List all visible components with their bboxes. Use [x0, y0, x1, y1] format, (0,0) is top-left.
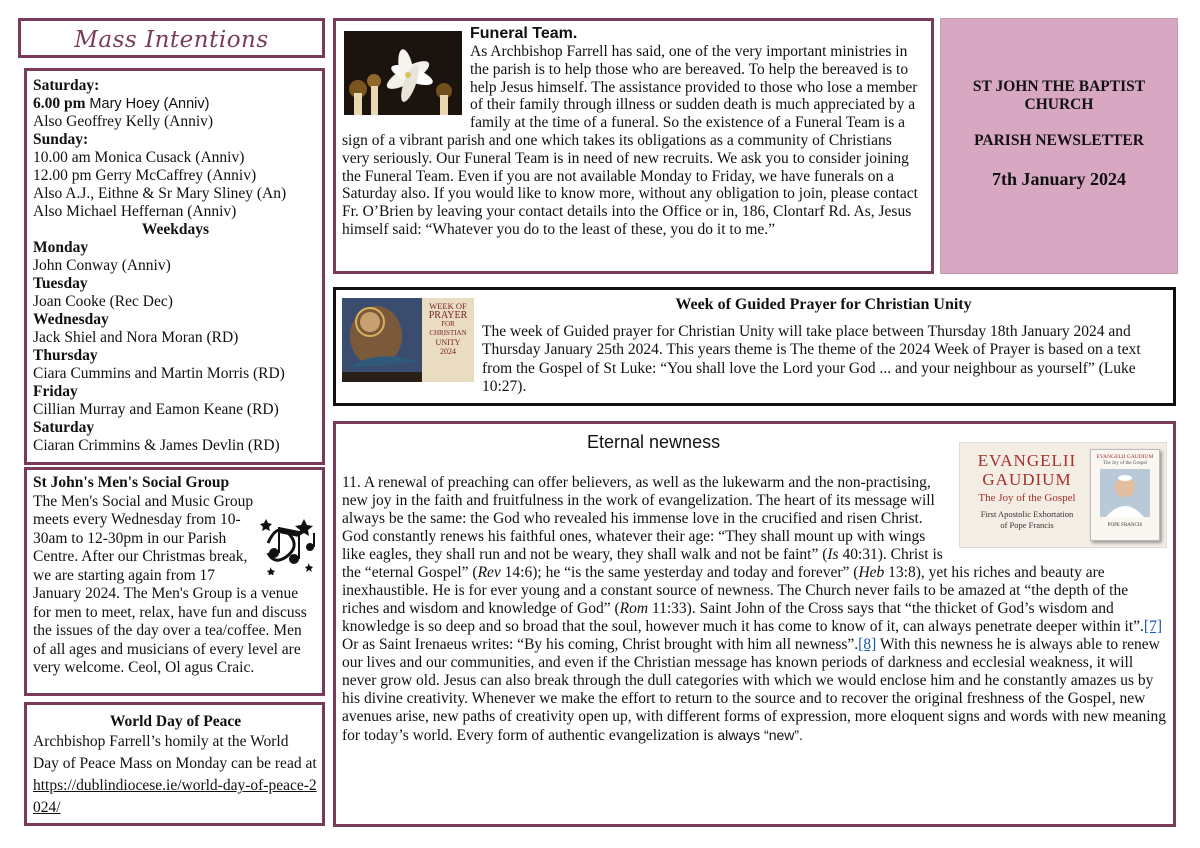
peace-text: Archbishop Farrell’s homily at the World Day of Peace Mass on Monday can be read at: [33, 733, 317, 772]
peace-link[interactable]: https://dublindiocese.ie/world-day-of-peace-2024/: [33, 777, 317, 816]
weekday-label: Tuesday: [33, 275, 88, 292]
sunday-line: 10.00 am Monica Cusack (Anniv): [33, 149, 245, 166]
sunday-line: Also Michael Heffernan (Anniv): [33, 203, 237, 220]
music-notes-icon: [260, 513, 318, 575]
scripture-ref: Is: [827, 546, 839, 563]
weekday-names: Jack Shiel and Nora Moran (RD): [33, 329, 239, 346]
funeral-section: [333, 18, 934, 274]
saturday-name: Mary Hoey (Anniv): [89, 96, 210, 112]
prayer-image-text: UNITY: [435, 338, 461, 347]
scripture-ref: Rom: [619, 600, 649, 617]
book-subtitle: The Joy of the Gospel: [978, 492, 1076, 504]
pope-portrait: [1100, 469, 1150, 517]
newsletter-label: PARISH NEWSLETTER: [974, 132, 1144, 149]
weekday-label: Friday: [33, 383, 78, 400]
scripture-ref: Rev: [477, 564, 501, 581]
weekday-names: Cillian Murray and Eamon Keane (RD): [33, 401, 279, 418]
book-desc: First Apostolic Exhortation: [980, 509, 1074, 519]
body-text: Or as Saint Irenaeus writes: “By his coming, Christ brought with him all newness”.: [342, 636, 859, 653]
footnote-link[interactable]: [8]: [858, 636, 877, 653]
body-text: 14:6); he “is the same yesterday and today and forever” (: [500, 564, 859, 581]
body-text: 11. A renewal of preaching can offer believers, as well as the lukewarm and the non-practising, new joy in the faith and fruitfulness in the work of evangelization. The heart of its message will always be the same: the God who revealed his immense love in the crucified and risen Christ. God constantly renews his faithful ones, whatever their age: “They shall mount up with wings like eagles, they shall run and not be weary, they shall walk and not be faint” (: [342, 474, 935, 563]
saturday-also: Also Geoffrey Kelly (Anniv): [33, 113, 214, 130]
sunday-label: Sunday:: [33, 131, 89, 148]
scripture-ref: Heb: [858, 564, 885, 581]
body-text: always “new”.: [717, 727, 803, 743]
mens-group-body: The Men's Social and Music Group meets every Wednesday from 10-30am to 12-30pm in our Parish Centre. After our Christmas break, we are starting again from 17 January 2024. The Men's Group is a venue for men to meet, relax, have fun and discuss the issues of the day over a tea/coffee. Men of all ages and musicians of every level are very welcome. Ceol, Ol agus Craic.: [33, 492, 307, 676]
weekday-names: Ciara Cummins and Martin Morris (RD): [33, 365, 285, 382]
body-text: 11:33). Saint John of the Cross says that “the thicket of God’s wisdom and knowledge is so deep and so broad that the soul, however much it has come to know of it, can always penetrate deeper within it”.: [342, 600, 1144, 635]
saturday-time: 6.00 pm: [33, 95, 86, 112]
book-title: EVANGELII: [977, 451, 1077, 470]
newsletter-date: 7th January 2024: [991, 169, 1126, 189]
body-text: 13:8), yet his riches and beauty are inexhaustible. He is for ever young and a constant source of newness. The Church never fails to be amazed at “the depth of the riches and wisdom and knowledge of God” (: [342, 564, 1129, 617]
cover-author: POPE FRANCIS: [1107, 523, 1143, 528]
mass-intentions-title: Mass Intentions: [74, 27, 269, 53]
prayer-image-text: WEEK OF: [429, 301, 467, 311]
weekday-label: Thursday: [33, 347, 98, 364]
funeral-title: Funeral Team.: [470, 25, 578, 42]
saturday-label: Saturday:: [33, 77, 100, 94]
prayer-week-image: [342, 298, 474, 382]
church-name: [941, 78, 1177, 114]
book-title: GAUDIUM: [982, 470, 1072, 489]
weekday-names: Ciaran Crimmins & James Devlin (RD): [33, 437, 280, 454]
mens-group-section: [24, 467, 325, 696]
peace-body: [33, 731, 318, 819]
prayer-image-text: CHRISTIAN: [429, 329, 467, 337]
newsletter-masthead: [940, 18, 1178, 274]
lily-icon: [344, 31, 462, 115]
weekday-names: Joan Cooke (Rec Dec): [33, 293, 173, 310]
evangelii-gaudium-book-image: [959, 442, 1167, 548]
sunday-line: Also A.J., Eithne & Sr Mary Sliney (An): [33, 185, 287, 202]
mass-intentions-header: [18, 18, 325, 58]
body-text: With this newness he is always able to renew our lives and our communities, and even if the Christian message has known periods of darkness and ecclesial weakness, it will never grow old. Jesus can also break through the dull categories with which we would enclose him and he constantly amazes us by his divine creativity. Whenever we make the effort to return to the source and to recover the original freshness of the Gospel, new avenues arise, new paths of creativity open up, with different forms of expression, more eloquent signs and words with new meaning for today’s world. Every form of authentic evangelization is: [342, 636, 1167, 744]
saturday-mass: [33, 95, 318, 113]
church-name-line: CHURCH: [1024, 96, 1094, 113]
prayer-image-text: FOR: [441, 320, 455, 328]
prayer-body: The week of Guided prayer for Christian Unity will take place between Thursday 18th January 2024 and Thursday January 25th 2024. This years theme is The theme of the 2024 Week of Prayer is based on a text from the Gospel of St Luke: “You shall love the Lord your God ... and your neighbour as yourself” (Luke 10:27).: [482, 322, 1141, 395]
mens-group-title: St John's Men's Social Group: [33, 474, 230, 491]
book-desc: of Pope Francis: [1000, 520, 1054, 530]
weekdays-label: Weekdays: [141, 221, 210, 238]
prayer-image-year: 2024: [440, 347, 456, 356]
church-name-line: ST JOHN THE BAPTIST: [972, 78, 1146, 95]
footnote-link[interactable]: [7]: [1143, 618, 1162, 635]
weekday-label: Monday: [33, 239, 89, 256]
weekday-names: John Conway (Anniv): [33, 257, 171, 274]
eternal-newness-section: [333, 421, 1176, 827]
peace-title: World Day of Peace: [109, 713, 242, 730]
weekday-label: Saturday: [33, 419, 95, 436]
body-text: 40:31). Christ is the “eternal Gospel” (: [342, 546, 943, 581]
funeral-body: As Archbishop Farrell has said, one of the very important ministries in the parish is to help those who are bereaved. To help the bereaved is to help Jesus himself. The assistance provided to those who lose a member of their family through illness or sudden death is much appreciated by a family at the time of a funeral. So the existence of a Funeral Team is a sign of a vibrant parish and one which takes its obligations as a community of Christians very seriously. Our Funeral Team is in need of new recruits. We ask you to consider joining the Funeral Team. Even if you are not available Monday to Friday, we have funerals on a Saturday also. If you would like to know more, without any obligation to join, please contact Fr. O’Brien by leaving your contact details into the Office or in, 186, Clontarf Rd. As, Jesus himself said: “Whatever you do to the least of these, you do it to me.”: [342, 43, 918, 238]
mass-intentions-list: [24, 68, 325, 465]
prayer-image-text: PRAYER: [428, 310, 468, 321]
prayer-section: [333, 287, 1176, 406]
eternal-title: Eternal newness: [587, 432, 721, 452]
weekday-label: Wednesday: [33, 311, 109, 328]
peace-section: [24, 702, 325, 826]
lily-candles-image: [344, 31, 462, 115]
prayer-title: Week of Guided Prayer for Christian Unity: [675, 296, 972, 313]
cover-title: EVANGELII GAUDIUM: [1096, 454, 1154, 460]
sunday-line: 12.00 pm Gerry McCaffrey (Anniv): [33, 167, 257, 184]
cover-subtitle: The Joy of the Gospel: [1102, 461, 1148, 466]
